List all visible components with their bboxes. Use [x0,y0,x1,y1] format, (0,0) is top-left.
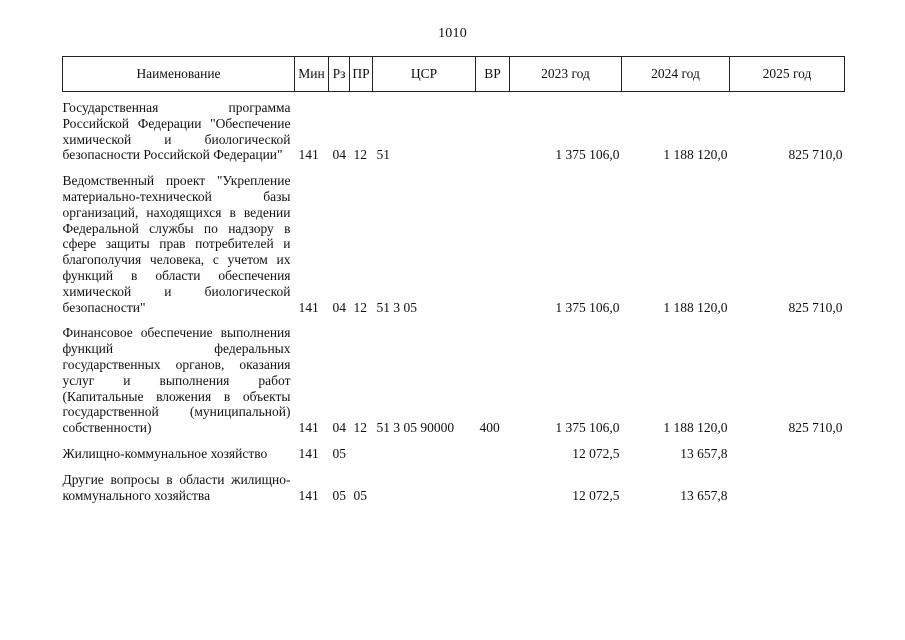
table-row [63,92,845,164]
row-spacer [63,163,845,173]
row-rz: 04 [332,420,346,436]
row-2024: 13 657,8 [680,445,728,461]
row-rz: 04 [332,299,346,315]
row-pr: 12 [353,147,367,163]
table-row [63,446,845,462]
row-2024: 1 188 120,0 [663,147,728,163]
row-vr [476,92,510,164]
row-vr [476,472,510,504]
row-spacer [63,436,845,446]
budget-table [62,56,845,503]
row-2024: 1 188 120,0 [663,420,728,436]
row-2024: 1 188 120,0 [663,299,728,315]
row-min: 141 [298,299,319,315]
header-pr: ПР [350,57,373,92]
row-2025: 825 710,0 [788,147,843,163]
row-name: Финансовое обеспечение выполнения функций федеральных государственных органов, оказания услуг и выполнения работ (Капитальные вложения в объекты государственной (муниципальной) собственности) [62,325,291,436]
header-csr: ЦСР [373,57,476,92]
row-2024: 13 657,8 [680,487,728,503]
row-name: Другие вопросы в области жилищно-коммунального хозяйства [62,471,291,503]
row-spacer [63,462,845,472]
row-min: 141 [298,420,319,436]
row-spacer [63,315,845,325]
row-2023: 12 072,5 [572,487,620,503]
header-vr: ВР [476,57,510,92]
row-csr [373,446,476,462]
row-name: Государственная программа Российской Федерации "Обеспечение химической и биологической безопасности Российской Федерации" [62,100,291,163]
row-pr: 12 [353,420,367,436]
header-name: Наименование [63,57,295,92]
header-2023: 2023 год [510,57,622,92]
row-2025 [730,446,845,462]
row-csr: 51 3 05 90000 [376,420,455,436]
row-min: 141 [298,487,319,503]
row-pr: 05 [353,487,367,503]
row-name: Жилищно-коммунальное хозяйство [62,445,268,461]
row-min: 141 [298,147,319,163]
header-2025: 2025 год [730,57,845,92]
row-vr: 400 [479,420,500,436]
row-rz: 04 [332,147,346,163]
row-vr [476,446,510,462]
row-name: Ведомственный проект "Укрепление материально-технической базы организаций, находящихся в ведении Федеральной службы по надзору в сфере защиты прав потребителей и благополучия человека, с учетом их функций в области обеспечения химической и биологической безопасности" [62,173,291,315]
table-body [63,92,845,504]
row-csr: 51 [376,147,390,163]
row-2023: 1 375 106,0 [555,420,620,436]
table-row [63,325,845,436]
row-min: 141 [298,445,319,461]
table-row [63,173,845,315]
header-min: Мин [295,57,329,92]
page-number: 1010 [438,26,467,41]
row-2025 [730,472,845,504]
header-2024: 2024 год [622,57,730,92]
row-pr: 12 [353,299,367,315]
table-row [63,472,845,504]
row-rz: 05 [332,445,346,461]
row-rz: 05 [332,487,346,503]
row-2025: 825 710,0 [788,420,843,436]
row-2023: 1 375 106,0 [555,147,620,163]
table-header [63,57,845,92]
row-2023: 1 375 106,0 [555,299,620,315]
row-csr [373,472,476,504]
row-2025: 825 710,0 [788,299,843,315]
row-pr [350,446,373,462]
header-rz: Рз [329,57,350,92]
row-2023: 12 072,5 [572,445,620,461]
row-csr: 51 3 05 [376,299,417,315]
row-vr [476,173,510,315]
